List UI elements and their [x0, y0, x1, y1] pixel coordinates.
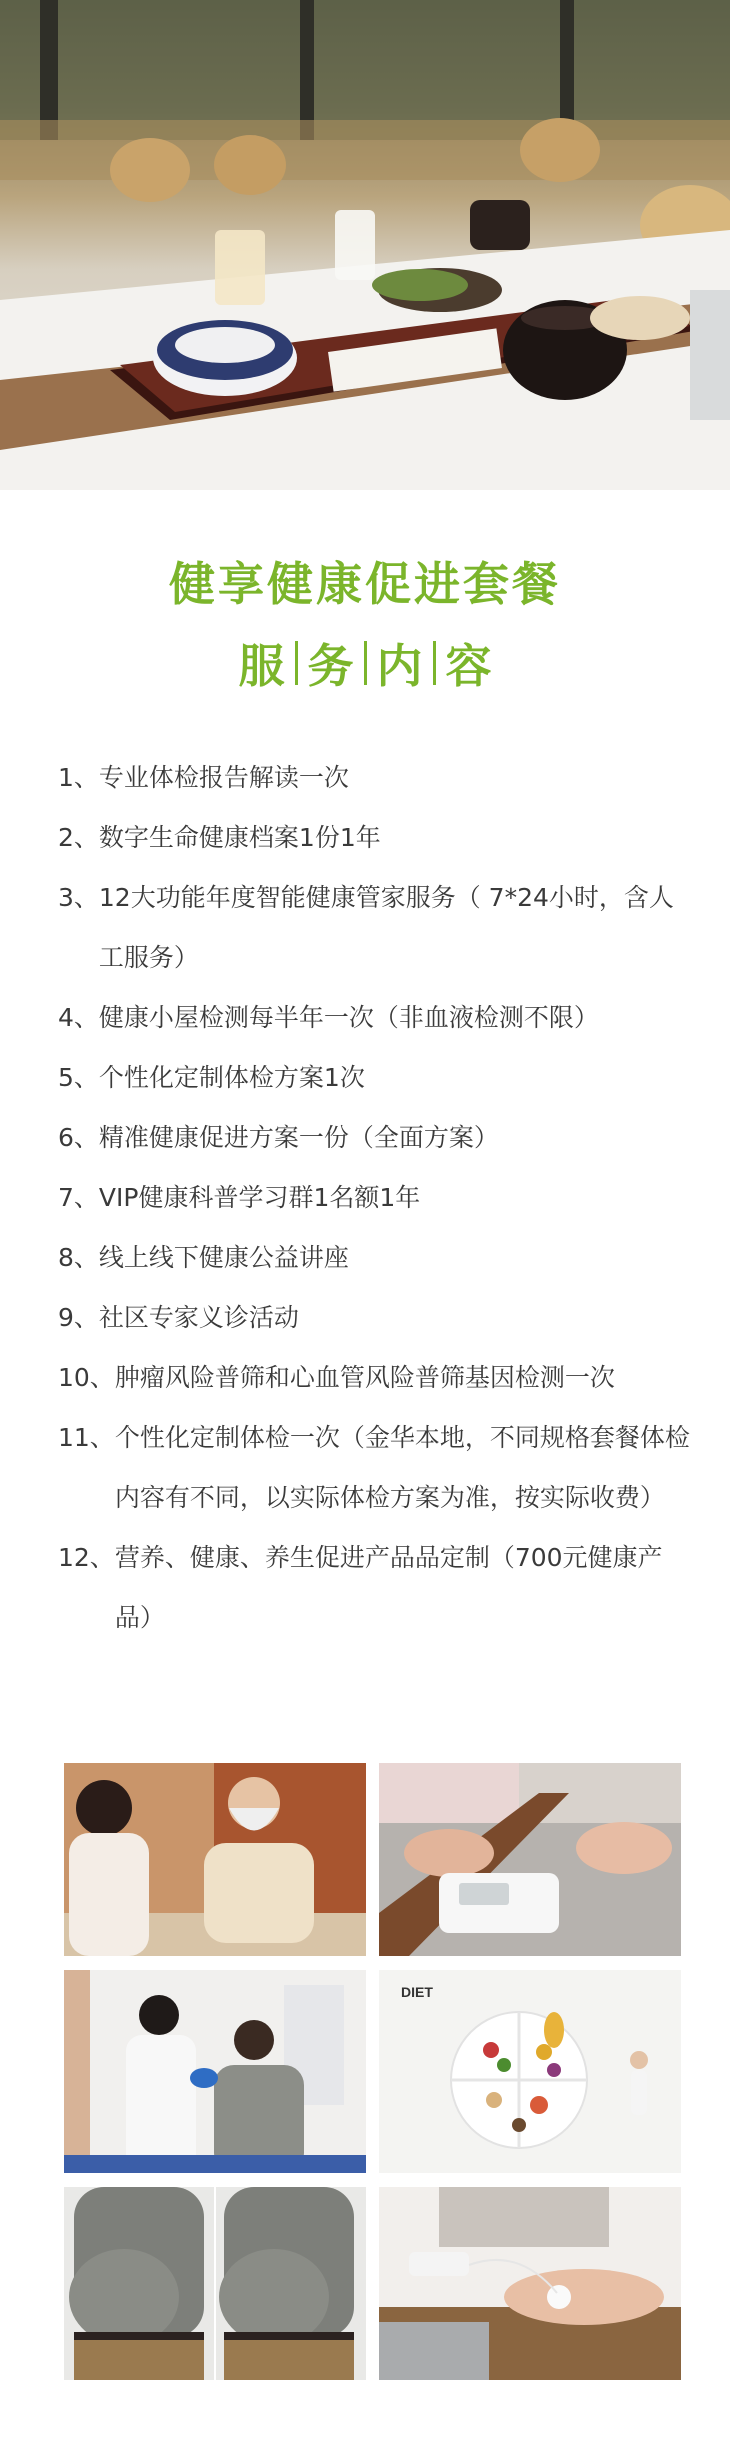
service-list — [58, 748, 698, 1648]
service-text: VIP健康科普学习群1名额1年 — [98, 1183, 421, 1212]
service-item — [58, 1228, 698, 1288]
service-item — [58, 808, 698, 868]
service-text: 个性化定制体检一次（金华本地，不同规格套餐体检内容有不同，以实际体检方案为准，按实际收费） — [114, 1423, 690, 1512]
hero-restaurant-photo — [0, 0, 730, 490]
service-number: 2、 — [58, 823, 99, 852]
doctor-elderly-patient-photo — [64, 1763, 366, 1956]
service-number: 3、 — [58, 883, 99, 912]
diet-plate-photo — [379, 1970, 681, 2173]
service-number: 1、 — [58, 763, 99, 792]
service-number: 6、 — [58, 1123, 99, 1152]
service-text: 线上线下健康公益讲座 — [98, 1243, 349, 1272]
doctor-shoulder-exam-photo — [64, 1970, 366, 2173]
service-item — [58, 988, 698, 1048]
service-text: 营养、健康、养生促进产品品定制（700元健康产品） — [114, 1543, 663, 1632]
hero-illustration — [0, 0, 730, 490]
subtitle-char: 容 — [445, 639, 492, 693]
service-text: 健康小屋检测每半年一次（非血液检测不限） — [98, 1003, 599, 1032]
subtitle-char: 务 — [307, 639, 354, 693]
service-item — [58, 748, 698, 808]
service-number: 10、 — [58, 1363, 115, 1392]
service-number: 9、 — [58, 1303, 99, 1332]
service-item — [58, 1048, 698, 1108]
service-number: 11、 — [58, 1423, 115, 1452]
service-item — [58, 1288, 698, 1348]
service-number: 7、 — [58, 1183, 99, 1212]
service-text: 社区专家义诊活动 — [98, 1303, 299, 1332]
service-text: 精准健康促进方案一份（全面方案） — [98, 1123, 499, 1152]
service-item — [58, 1168, 698, 1228]
service-number: 8、 — [58, 1243, 99, 1272]
service-item — [58, 1108, 698, 1168]
overweight-abdomen-photo — [64, 2187, 366, 2380]
service-text: 专业体检报告解读一次 — [98, 763, 349, 792]
service-item — [58, 1408, 698, 1528]
subtitle-char: 内 — [376, 639, 423, 693]
service-number: 4、 — [58, 1003, 99, 1032]
page-title: 健享健康促进套餐 — [169, 557, 561, 611]
service-text: 12大功能年度智能健康管家服务（ 7*24小时，含人工服务） — [98, 883, 674, 972]
service-text: 肿瘤风险普筛和心血管风险普筛基因检测一次 — [114, 1363, 615, 1392]
service-text: 个性化定制体检方案1次 — [98, 1063, 365, 1092]
smartphone-ecg-photo — [379, 2187, 681, 2380]
diet-caption: DIET — [401, 1984, 433, 2000]
blood-pressure-monitor-photo — [379, 1763, 681, 1956]
section-subtitle — [0, 630, 730, 696]
service-text: 数字生命健康档案1份1年 — [98, 823, 381, 852]
service-number: 12、 — [58, 1543, 115, 1572]
service-item — [58, 868, 698, 988]
service-item — [58, 1528, 698, 1648]
service-item — [58, 1348, 698, 1408]
subtitle-char: 服 — [238, 639, 285, 693]
service-number: 5、 — [58, 1063, 99, 1092]
